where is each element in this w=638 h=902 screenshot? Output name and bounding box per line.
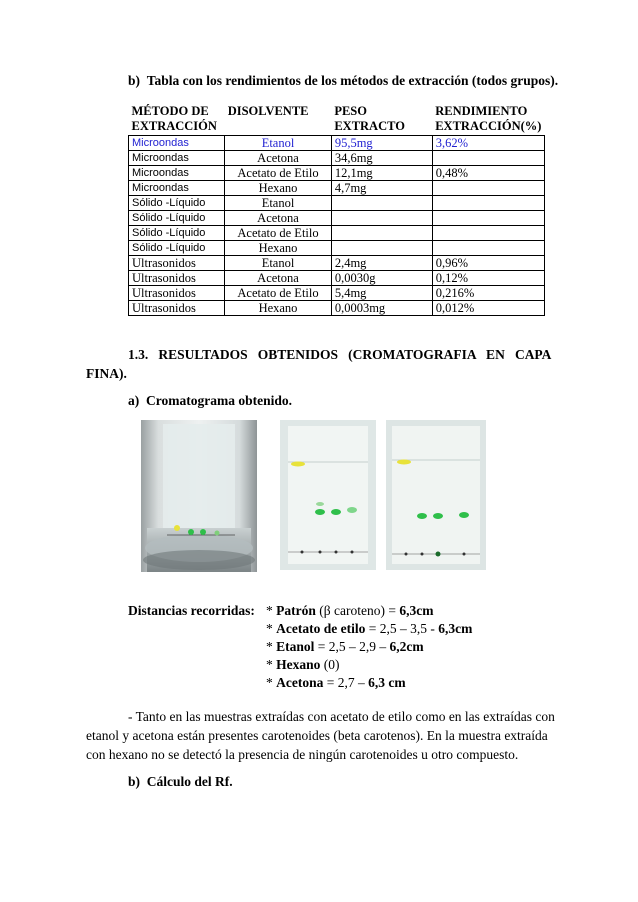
distance-mid: (β caroteno) = <box>315 603 400 618</box>
cell-solvent: Etanol <box>225 136 332 151</box>
table-row <box>129 271 545 286</box>
rf-label: b) <box>128 774 141 789</box>
distance-mid: = 2,5 – 2,9 – <box>314 639 390 654</box>
cell-method: Microondas <box>129 166 225 181</box>
cell-yield: 0,12% <box>432 271 544 286</box>
distance-value: 6,3cm <box>438 621 473 636</box>
table-section-label: b) <box>128 73 141 88</box>
spot-green <box>316 502 324 506</box>
cell-weight <box>331 226 432 241</box>
chromatogram-title: Cromatograma obtenido. <box>146 393 292 408</box>
section-13-title-line2: FINA). <box>86 366 127 381</box>
spot-green <box>417 513 427 519</box>
table-row <box>129 211 545 226</box>
cell-method: Ultrasonidos <box>129 286 225 301</box>
spot-green <box>459 512 469 518</box>
distance-value: 6,2cm <box>389 639 424 654</box>
yield-table <box>128 104 545 316</box>
distance-name: Patrón <box>276 603 316 618</box>
table-row <box>129 151 545 166</box>
distance-value: 6,3 cm <box>368 675 406 690</box>
cell-solvent: Acetona <box>225 211 332 226</box>
cell-weight <box>331 241 432 256</box>
rf-title: Cálculo del Rf. <box>146 774 233 789</box>
table-row <box>129 241 545 256</box>
cell-yield: 0,216% <box>432 286 544 301</box>
cell-solvent: Acetato de Etilo <box>225 226 332 241</box>
cell-method: Sólido -Líquido <box>129 226 225 241</box>
cell-weight: 4,7mg <box>331 181 432 196</box>
cell-method: Ultrasonidos <box>129 301 225 316</box>
distance-prefix: * <box>266 639 277 654</box>
table-row <box>129 136 545 151</box>
spot-green <box>331 509 341 515</box>
cell-yield <box>432 241 544 256</box>
cell-weight: 95,5mg <box>331 136 432 151</box>
cell-method: Ultrasonidos <box>129 256 225 271</box>
cell-yield <box>432 181 544 196</box>
cell-yield <box>432 226 544 241</box>
header-solvent: DISOLVENTE <box>225 104 332 136</box>
cell-solvent: Hexano <box>225 301 332 316</box>
spot-green <box>200 529 206 535</box>
header-yield: RENDIMIENTO EXTRACCIÓN(%) <box>432 104 544 136</box>
distance-name: Etanol <box>276 639 315 654</box>
header-weight: PESO EXTRACTO <box>331 104 432 136</box>
distances-label: Distancias recorridas: <box>128 603 255 618</box>
cell-weight: 5,4mg <box>331 286 432 301</box>
cell-yield: 0,012% <box>432 301 544 316</box>
table-row <box>129 166 545 181</box>
cell-solvent: Acetato de Etilo <box>225 286 332 301</box>
rf-heading <box>128 774 233 790</box>
cell-weight: 0,0003mg <box>331 301 432 316</box>
table-header-row <box>129 104 545 136</box>
distance-mid: = 2,5 – 3,5 - <box>365 621 439 636</box>
distance-item <box>266 639 424 655</box>
cell-method: Ultrasonidos <box>129 271 225 286</box>
distance-prefix: * <box>266 675 277 690</box>
distance-value: 6,3cm <box>399 603 434 618</box>
spot-green <box>315 509 325 515</box>
cell-solvent: Hexano <box>225 241 332 256</box>
cell-method: Sólido -Líquido <box>129 211 225 226</box>
table-section-title: Tabla con los rendimientos de los métodos de extracción (todos grupos). <box>146 73 559 88</box>
cell-weight: 0,0030g <box>331 271 432 286</box>
distance-prefix: * <box>266 603 277 618</box>
tlc-photo-plate-2 <box>386 420 486 570</box>
cell-solvent: Etanol <box>225 256 332 271</box>
cell-method: Microondas <box>129 136 225 151</box>
cell-yield: 3,62% <box>432 136 544 151</box>
cell-weight: 12,1mg <box>331 166 432 181</box>
table-row <box>129 256 545 271</box>
cell-yield <box>432 151 544 166</box>
distance-mid: = 2,7 – <box>323 675 369 690</box>
distance-name: Hexano <box>276 657 321 672</box>
table-row <box>129 181 545 196</box>
spot-yellow <box>174 525 180 531</box>
cell-solvent: Hexano <box>225 181 332 196</box>
table-row <box>129 301 545 316</box>
header-method: MÉTODO DE EXTRACCIÓN <box>129 104 225 136</box>
spot-yellow <box>397 460 411 465</box>
cell-method: Sólido -Líquido <box>129 241 225 256</box>
table-section-heading <box>128 73 558 89</box>
table-row <box>129 226 545 241</box>
cell-yield: 0,48% <box>432 166 544 181</box>
distance-item <box>266 657 340 673</box>
cell-method: Microondas <box>129 151 225 166</box>
cell-solvent: Acetato de Etilo <box>225 166 332 181</box>
distance-item <box>266 621 472 637</box>
cell-weight: 34,6mg <box>331 151 432 166</box>
distance-prefix: * <box>266 621 277 636</box>
cell-solvent: Acetona <box>225 151 332 166</box>
cell-yield <box>432 211 544 226</box>
distance-item <box>266 603 433 619</box>
cell-solvent: Etanol <box>225 196 332 211</box>
cell-yield: 0,96% <box>432 256 544 271</box>
distance-mid: (0) <box>320 657 340 672</box>
cell-solvent: Acetona <box>225 271 332 286</box>
chromatogram-heading <box>128 393 292 409</box>
distance-name: Acetato de etilo <box>276 621 366 636</box>
cell-weight: 2,4mg <box>331 256 432 271</box>
cell-yield <box>432 196 544 211</box>
spot-yellow <box>291 462 305 467</box>
cell-method: Sólido -Líquido <box>129 196 225 211</box>
table-row <box>129 286 545 301</box>
spot-green <box>347 507 357 513</box>
conclusion-line-2: etanol y acetona están presentes carotenoides (beta carotenos). En la muestra extraída <box>86 728 548 743</box>
chromatogram-label: a) <box>128 393 140 408</box>
spot-green <box>188 529 194 535</box>
section-13-title-line1: 1.3. RESULTADOS OBTENIDOS (CROMATOGRAFIA EN CAPA <box>128 347 552 362</box>
spot-green <box>433 513 443 519</box>
table-row <box>129 196 545 211</box>
cell-weight <box>331 196 432 211</box>
tlc-photo-plate-1 <box>280 420 376 570</box>
distance-name: Acetona <box>276 675 324 690</box>
spot-green <box>215 531 220 536</box>
distance-item <box>266 675 406 691</box>
cell-method: Microondas <box>129 181 225 196</box>
distance-prefix: * <box>266 657 277 672</box>
conclusion-line-1: - Tanto en las muestras extraídas con acetato de etilo como en las extraídas con <box>128 709 555 724</box>
distances-heading <box>128 603 255 619</box>
cell-weight <box>331 211 432 226</box>
conclusion-line-3: con hexano no se detectó la presencia de ningún carotenoides u otro compuesto. <box>86 747 519 762</box>
tlc-photo-beaker <box>141 420 257 572</box>
